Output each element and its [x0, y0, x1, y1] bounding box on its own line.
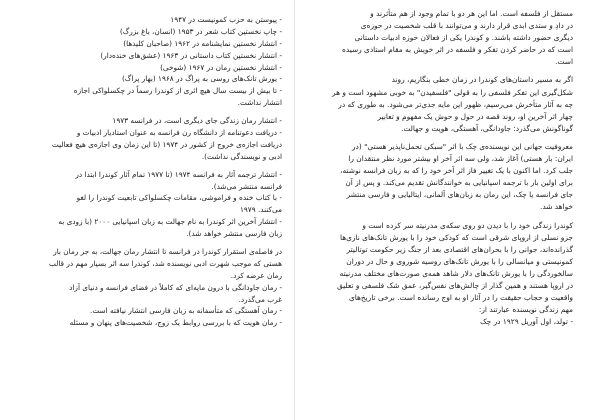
text-line: غرب می‌گذرد.: [238, 294, 282, 304]
text-line: واقعیت و حجاب حقیقت را در آثار او به اوج رسانده است. برخی تاریخ‌های: [348, 293, 573, 303]
text-line: - رمان جاودانگی با درون مایه‌ای که کاملاً در فضای فرانسه و دنیای آزاد: [69, 282, 282, 292]
right-page: [309, 0, 573, 420]
text-line: معروفیت جهانی این نویسنده‌ی چک با اثر "سبکی تحمل‌ناپذیر هستی" (در: [351, 141, 573, 151]
text-line: رمان عرضه کرد.: [230, 270, 282, 280]
text-line: برای اولین بار با ترجمه اسپانیایی به خوانندگانش تقدیم می‌کند. و پس از آن: [345, 178, 573, 188]
text-line: - چاپ نخستین کتاب شعر در ۱۹۵۳ (انسان، باغ بزرگ): [119, 26, 282, 36]
left-page: [14, 0, 282, 420]
text-line: هستی که موجب شهرت ادبی نویسنده شد، کوندرا سه اثر بسیار مهم در قالب: [48, 258, 282, 268]
text-line: جزو نسلی از اروپای شرقی است که کودکی خود را با یورش تانک‌های نازی‌ها: [340, 232, 573, 242]
text-line: - انتشار نخستین نمایشنامه در ۱۹۶۲ (صاحبان کلیدها): [123, 38, 282, 48]
timeline-block-3: [14, 169, 282, 240]
paragraph-2: [309, 74, 573, 134]
text-line: اگر به مسیر داستان‌های کوندرا در زمان خطی بنگاریم، روند: [391, 75, 573, 85]
text-line: مستقل از فلسفه است. اما این هر دو با تمام وجود از هم متأثرند و: [370, 9, 573, 18]
text-line: خواهد شد.: [540, 202, 573, 212]
text-line: انتشار نداشت.: [237, 98, 282, 108]
text-line: جای فرانسه یا چک، این رمان به زبان‌های آلمانی، ایتالیایی و فارسی منتشر: [346, 190, 573, 200]
timeline-block-1: [14, 14, 282, 109]
text-line: فرانسه منتشر می‌شد).: [211, 181, 282, 191]
text-line: - یورش تانک‌های روسی به پراگ در ۱۹۶۸ (بهار پراگ): [121, 74, 282, 84]
page-gutter: [294, 0, 295, 420]
text-line: در دادِ و ستدی ابدی قرار دارند و می‌توانند با قلب شخصیت در حوزه‌ی: [360, 21, 573, 31]
text-line: ایران: بار هستی) آغاز شد، ولی سه اثر آخر او بیشتر مورد نظر منتقدان را: [348, 154, 573, 164]
text-line: شکل‌گیری این تفکر فلسفی را به قولی "فلسفیدن" به خوبی مشهود است و هر: [332, 87, 573, 97]
timeline-block-4: [14, 246, 282, 329]
text-line: کوندرا زندگی خود را با دیدن دو روی سکه‌ی مدرنیته سر کرده است و: [362, 220, 573, 230]
text-line: است که در حاضر کردن تفکر و فلسفه در اثر خویش به مقام استادی رسیده: [341, 45, 573, 55]
text-line: - انتشار نخستین رمان در ۱۹۶۷ (شوخی): [160, 62, 282, 72]
text-line: - دریافت دعوتنامه از دانشگاه رن فرانسه به عنوان استادیار ادبیات و: [76, 128, 282, 138]
paragraph-4: [309, 220, 573, 329]
text-line: در اروپا هستند و همین گذار از چالش‌های نفس‌گیر، عمق شک فلسفی و تعلیق: [337, 280, 573, 290]
text-line: مهم زندگی نویسنده عبارتند از:: [478, 305, 573, 315]
text-line: ادبی و نویسندگی نداشت).: [201, 151, 282, 161]
text-line: کمونیستی و میانسالی را با یورش تانک‌های روسیه شوروی و حال در دوران: [346, 256, 573, 266]
text-line: - انتشار ترجمه آثار به فرانسه ۱۹۷۴ (تا ۱۹۷۷ تمام آثار کوندرا ابتدا در: [75, 169, 282, 179]
text-line: جلب کرد. اما اکنون با یک تغییر فاز اثر آخر خود را که به زبان فرانسه نوشته،: [340, 166, 573, 176]
paragraph-3: [309, 141, 573, 214]
text-line: می‌کنند. ۱۹۷۹: [239, 205, 282, 215]
text-line: زبان فارسی منتشر خواهد شد).: [186, 229, 282, 239]
text-line: - رمان آهستگی که متأسفانه به زبان فارسی انتشار نیافته است.: [90, 306, 282, 316]
text-line: - رمان هویت که با بررسی روابط یک زوج، شخصیت‌های پنهان و مسئله: [69, 318, 282, 328]
text-line: - انتشار رمان زندگی جای دیگری است، در فرانسه ۱۹۷۳: [112, 116, 282, 126]
text-line: گذرانده‌اند، جوانی را با بحران‌های اقتصادی بعد از جنگ زیر حکومت توتالیتر: [346, 244, 573, 254]
paragraph-1: [309, 8, 573, 68]
text-line: گوناگونش می‌گذرد: جاودانگی، آهستگی، هویت و جهالت.: [401, 123, 573, 133]
text-line: - انتشار نخستین کتاب داستانی در ۱۹۶۳ (عشق‌های خنده‌دار): [100, 50, 282, 60]
text-line: - انتشار آخرین اثر کوندرا به نام جهالت به زبان اسپانیایی ۲۰۰۰ (با زودی به: [58, 217, 282, 227]
text-line: سالخوردگی را با یورش تانک‌های دلار شاهد همه‌ی صورت‌های مختلف مدرنیته: [339, 268, 573, 278]
text-line: است.: [555, 57, 573, 67]
text-line: - با کتاب خنده و فراموشی، مقامات چکسلواکی تابعیت کوندرا را لغو: [76, 193, 282, 203]
text-line: چه به آثار متأخرش می‌رسیم، ظهور این مایه جدی‌تر می‌شود. به طوری که در: [338, 99, 573, 109]
text-line: دیگری حضور داشته باشند. و کوندرا یکی از فعالان حوزه ادبیات داستانی: [354, 33, 573, 43]
text-line: - تا بیش از بیست سال هیچ اثری از کوندرا رسماً در چکسلواکی اجازه: [73, 86, 282, 96]
text-line: چهار اثر آخرین او، روند قصه در حول و حوش یک مفهوم و تعابیر: [377, 111, 573, 121]
text-line: - تولد، اول آوریل ۱۹۲۹ در چک: [480, 317, 573, 327]
timeline-block-2: [14, 115, 282, 163]
text-line: - پیوستن به حزب کمونیست در ۱۹۴۷: [170, 15, 282, 24]
text-line: در فاصله‌ی استقرار کوندرا در فرانسه تا انتشار رمان جهالت، به جز رمان بار: [53, 247, 282, 257]
text-line: دریافت اجازه‌ی خروج از کشور در ۱۹۷۴ (تا این زمان وی اجازه‌ی هیچ فعالیت: [51, 139, 282, 149]
